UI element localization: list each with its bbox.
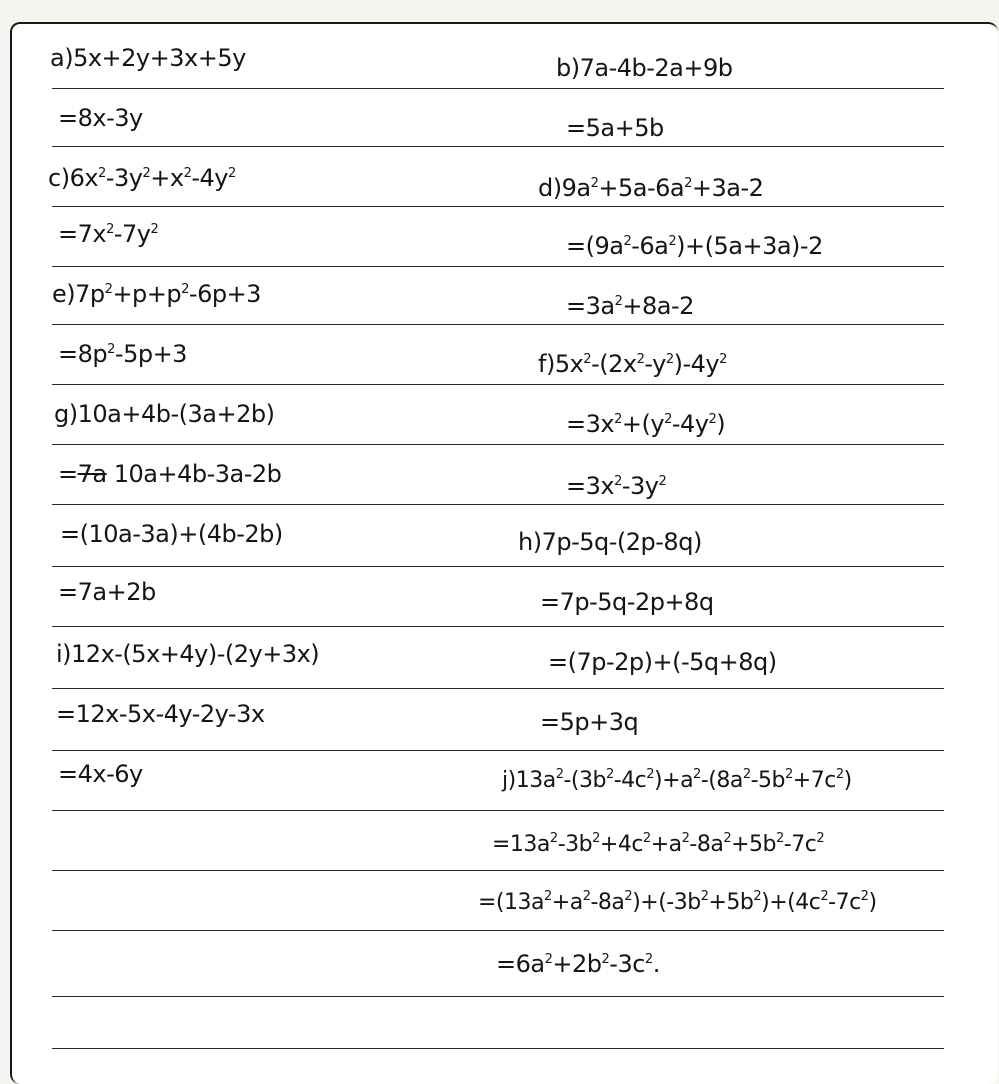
- right-line-14: [492, 831, 825, 857]
- expression: =5p+3q: [540, 708, 639, 736]
- expression: 12x-(5x+4y)-(2y+3x): [71, 640, 320, 668]
- right-line-11: [548, 650, 777, 674]
- expression: =7p-5q-2p+8q: [540, 588, 714, 616]
- left-line-9: [60, 522, 283, 546]
- left-line-12: [56, 702, 265, 726]
- left-line-6: [58, 342, 187, 366]
- right-line-3: [538, 176, 763, 200]
- expression: 10a+4b-(3a+2b): [77, 400, 275, 428]
- expression: =5a+5b: [566, 114, 664, 142]
- problem-label: b): [556, 54, 580, 82]
- expression: =12x-5x-4y-2y-3x: [56, 700, 265, 728]
- expression: $=6a^2+2b^2-3c^2$.: [496, 950, 660, 978]
- ruled-line: [52, 930, 944, 931]
- left-line-4: [58, 222, 158, 246]
- right-line-9: [518, 530, 702, 554]
- expression: $7p^2+p+p^2-6p+3$: [75, 280, 261, 308]
- problem-label: c): [48, 164, 70, 192]
- left-line-1: [50, 46, 246, 70]
- left-line-10: [58, 580, 156, 604]
- ruled-line: [52, 870, 944, 871]
- right-line-5: [566, 294, 694, 318]
- expression: $13a^2-(3b^2-4c^2)+a^2-(8a^2-5b^2+7c^2)$: [515, 767, 852, 793]
- expression: =8x-3y: [58, 104, 143, 132]
- left-line-11: [56, 642, 319, 666]
- expression: $9a^2+5a-6a^2+3a-2$: [561, 174, 764, 202]
- problem-label: e): [52, 280, 76, 308]
- ruled-line: [52, 1048, 944, 1049]
- ruled-line: [52, 566, 944, 567]
- right-line-1: [556, 56, 733, 80]
- expression: =(10a-3a)+(4b-2b): [60, 520, 283, 548]
- left-line-5: [52, 282, 261, 306]
- expression: =4x-6y: [58, 760, 143, 788]
- expression: =7a+2b: [58, 578, 156, 606]
- expression: $=8p^2-5p+3$: [58, 340, 187, 368]
- right-line-13: [502, 767, 852, 793]
- problem-label: d): [538, 174, 562, 202]
- ruled-line: [52, 626, 944, 627]
- expression: =(7p-2p)+(-5q+8q): [548, 648, 777, 676]
- ruled-line: [52, 146, 944, 147]
- expression: $5x^2-(2x^2-y^2)-4y^2$: [554, 350, 727, 378]
- expression: $=3a^2+8a-2$: [566, 292, 694, 320]
- right-line-10: [540, 590, 714, 614]
- right-line-12: [540, 710, 638, 734]
- right-line-4: [566, 234, 823, 258]
- expression: $6x^2-3y^2+x^2-4y^2$: [69, 164, 236, 192]
- expression: 7p-5q-(2p-8q): [541, 528, 702, 556]
- ruled-line: [52, 750, 944, 751]
- expression: 7a-4b-2a+9b: [579, 54, 733, 82]
- ruled-line: [52, 996, 944, 997]
- right-line-2: [566, 116, 664, 140]
- ruled-line: [52, 266, 944, 267]
- ruled-line: [52, 384, 944, 385]
- expression: $=(9a^2-6a^2)+(5a+3a)-2$: [566, 232, 823, 260]
- left-line-2: [58, 106, 143, 130]
- expression: =7a 10a+4b-3a-2b: [58, 460, 282, 488]
- expression: $=7x^2-7y^2$: [58, 220, 159, 248]
- left-line-7: [54, 402, 274, 426]
- left-line-13: [58, 762, 143, 786]
- ruled-line: [52, 688, 944, 689]
- problem-label: f): [538, 350, 555, 378]
- right-line-15: [478, 889, 877, 915]
- left-line-8: [58, 462, 281, 486]
- right-line-16: [496, 952, 660, 976]
- left-line-3: [48, 166, 236, 190]
- ruled-line: [52, 444, 944, 445]
- problem-label: a): [50, 44, 74, 72]
- problem-label: h): [518, 528, 542, 556]
- problem-label: i): [56, 640, 72, 668]
- ruled-line: [52, 206, 944, 207]
- right-line-8: [566, 474, 666, 498]
- expression: $=13a^2-3b^2+4c^2+a^2-8a^2+5b^2-7c^2$: [492, 831, 825, 857]
- expression: $=3x^2-3y^2$: [566, 472, 667, 500]
- right-line-6: [538, 352, 727, 376]
- problem-label: j): [502, 768, 516, 793]
- ruled-line: [52, 88, 944, 89]
- ruled-line: [52, 504, 944, 505]
- ruled-line: [52, 810, 944, 811]
- problem-label: g): [54, 400, 78, 428]
- right-line-7: [566, 412, 725, 436]
- expression: $=3x^2+(y^2-4y^2)$: [566, 410, 726, 438]
- expression: $=(13a^2+a^2-8a^2)+(-3b^2+5b^2)+(4c^2-7c^2)$: [478, 889, 877, 915]
- expression: 5x+2y+3x+5y: [73, 44, 246, 72]
- ruled-line: [52, 324, 944, 325]
